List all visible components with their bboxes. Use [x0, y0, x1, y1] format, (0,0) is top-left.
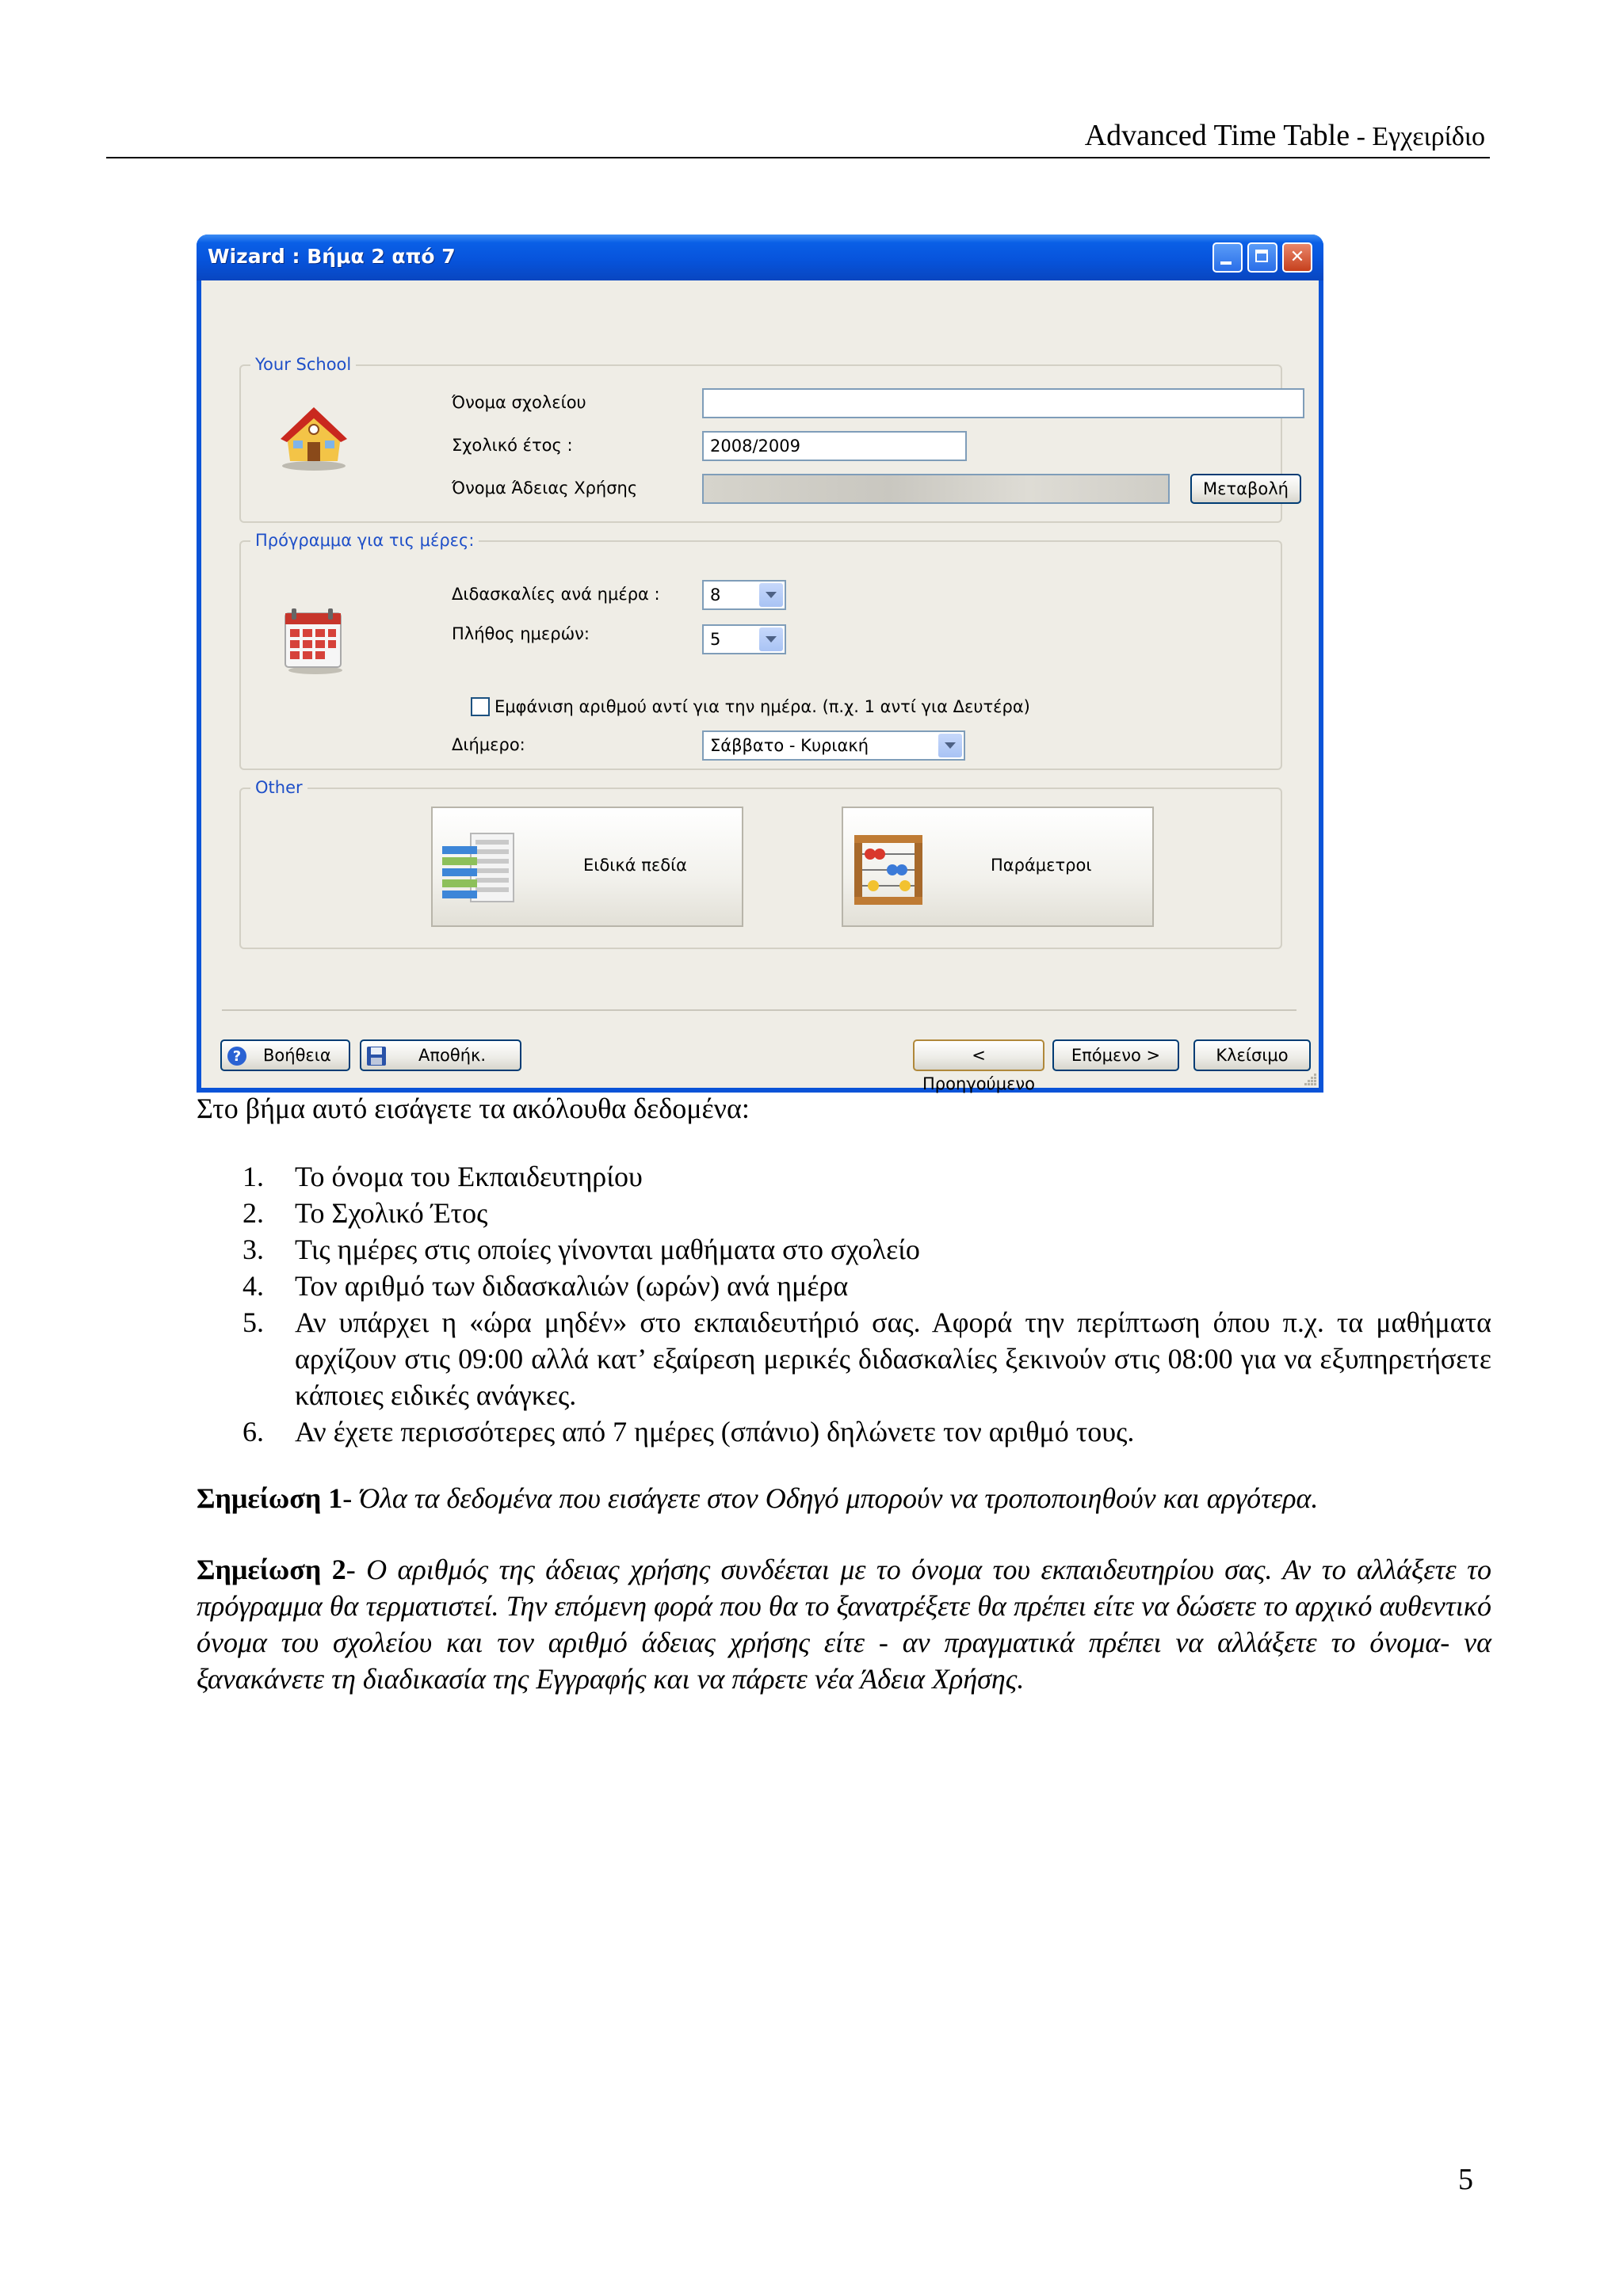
note-1-label: Σημείωση 1	[197, 1482, 343, 1514]
list-item-text: Το Σχολικό Έτος	[295, 1197, 488, 1229]
minimize-button[interactable]	[1212, 242, 1243, 273]
window-title: Wizard : Βήμα 2 από 7	[208, 245, 456, 268]
resize-grip-icon[interactable]	[1301, 1070, 1317, 1086]
document-title: Advanced Time Table - Εγχειρίδιο	[1084, 119, 1485, 152]
close-button[interactable]: Κλείσιμο	[1193, 1039, 1311, 1071]
page-number: 5	[1458, 2163, 1473, 2196]
save-label: Αποθήκ.	[418, 1046, 487, 1065]
maximize-button[interactable]	[1247, 242, 1277, 273]
help-button[interactable]	[220, 1039, 350, 1071]
periods-per-day-value: 8	[710, 585, 721, 605]
show-day-number-checkbox[interactable]	[471, 697, 490, 716]
number-of-days-value: 5	[710, 630, 721, 649]
help-label: Βοήθεια	[263, 1046, 331, 1065]
weekend-value: Σάββατο - Κυριακή	[710, 736, 869, 755]
note-2-text: - Ο αριθμός της άδειας χρήσης συνδέεται με το όνομα του εκπαιδευτηρίου σας. Αν το αλλάξετε το πρόγραμμα θα τερματιστεί. Την επόμενη φορά που θα το ξανατρέξετε θα πρέπει είτε να δώσετε το αρχικό αυθεντικό όνομα του σχολείου και τον αριθμό άδειας χρήσης είτε - αν πραγματικά πρέπει να αλλάξετε το όνομα- να ξανακάνετε τη διαδικασία της Εγγραφής και να πάρετε νέα Άδεια Χρήσης.	[197, 1554, 1491, 1695]
special-fields-button[interactable]	[431, 807, 743, 927]
window-titlebar[interactable]	[197, 235, 1323, 280]
previous-button[interactable]: < Προηγούμενο	[913, 1039, 1044, 1071]
list-item-text: Αν έχετε περισσότερες από 7 ημέρες (σπάνιο) δηλώνετε τον αριθμό τους.	[295, 1416, 1135, 1447]
chevron-down-icon	[759, 627, 783, 651]
list-item	[197, 1304, 1491, 1413]
chevron-down-icon	[938, 734, 962, 757]
close-icon: ✕	[1289, 247, 1305, 267]
calendar-icon	[281, 605, 346, 675]
other-group	[239, 778, 1282, 949]
number-of-days-label: Πλήθος ημερών:	[452, 624, 590, 643]
help-icon	[227, 1046, 247, 1066]
periods-per-day-label: Διδασκαλίες ανά ημέρα :	[452, 585, 660, 604]
document-title-suffix: - Εγχειρίδιο	[1350, 122, 1485, 151]
list-item-number: 6.	[242, 1416, 264, 1447]
list-item	[197, 1413, 1491, 1450]
your-school-legend: Your School	[250, 353, 356, 376]
your-school-group	[239, 355, 1289, 523]
abacus-icon	[850, 830, 932, 910]
save-button[interactable]	[360, 1039, 521, 1071]
number-of-days-select[interactable]	[702, 624, 786, 654]
show-day-number-label: Εμφάνιση αριθμού αντί για την ημέρα. (π.χ. 1 αντί για Δευτέρα)	[495, 697, 1030, 716]
license-name-label: Όνομα Άδειας Χρήσης	[452, 479, 638, 498]
close-window-button[interactable]	[1282, 242, 1312, 273]
fields-table-icon	[439, 832, 518, 910]
intro-paragraph: Στο βήμα αυτό εισάγετε τα ακόλουθα δεδομένα:	[197, 1093, 750, 1124]
list-item-text: Αν υπάρχει η «ώρα μηδέν» στο εκπαιδευτήριό σας. Αφορά την περίπτωση όπου π.χ. τα μαθήματα αρχίζουν στις 09:00 αλλά κατ’ εξαίρεση μερικές διδασκαλίες ξεκινούν στις 08:00 για να εξυπηρετήσετε κάποιες ειδικές ανάγκες.	[295, 1306, 1491, 1411]
next-button[interactable]: Επόμενο >	[1052, 1039, 1179, 1071]
school-house-icon	[276, 401, 352, 472]
schedule-group	[239, 531, 1282, 770]
note-2-label: Σημείωση 2	[197, 1554, 346, 1585]
list-item-number: 1.	[242, 1161, 264, 1192]
weekend-select[interactable]	[702, 730, 965, 761]
special-fields-label: Ειδικά πεδία	[583, 856, 688, 875]
page-header	[106, 117, 1490, 158]
license-name-field	[702, 474, 1170, 504]
list-item-number: 3.	[242, 1234, 264, 1265]
note-1-text: - Όλα τα δεδομένα που εισάγετε στον Οδηγό μπορούν να τροποποιηθούν και αργότερα.	[342, 1482, 1319, 1514]
schedule-legend: Πρόγραμμα για τις μέρες:	[250, 529, 479, 551]
list-item-text: Τις ημέρες στις οποίες γίνονται μαθήματα στο σχολείο	[295, 1234, 920, 1265]
school-year-input[interactable]: 2008/2009	[702, 431, 967, 461]
list-item-text: Το όνομα του Εκπαιδευτηρίου	[295, 1161, 643, 1192]
weekend-label: Διήμερο:	[452, 735, 525, 754]
list-item	[197, 1195, 1491, 1231]
list-item-number: 2.	[242, 1197, 264, 1229]
note-2	[197, 1551, 1491, 1697]
school-name-input[interactable]	[702, 388, 1304, 418]
list-item	[197, 1158, 1491, 1195]
chevron-down-icon	[759, 583, 783, 607]
data-list	[197, 1158, 1491, 1450]
save-disk-icon	[366, 1046, 387, 1066]
wizard-window	[197, 235, 1323, 1093]
periods-per-day-select[interactable]	[702, 580, 786, 610]
list-item	[197, 1231, 1491, 1268]
list-item-number: 5.	[242, 1306, 264, 1338]
list-item-number: 4.	[242, 1270, 264, 1302]
parameters-label: Παράμετροι	[991, 856, 1092, 875]
school-name-label: Όνομα σχολείου	[452, 393, 586, 412]
window-client-area	[201, 280, 1319, 1093]
list-item-text: Τον αριθμό των διδασκαλιών (ωρών) ανά ημέρα	[295, 1270, 849, 1302]
parameters-button[interactable]	[842, 807, 1154, 927]
list-item	[197, 1268, 1491, 1304]
svg-text:?: ?	[232, 1048, 242, 1065]
school-year-label: Σχολικό έτος :	[452, 436, 573, 455]
other-legend: Other	[250, 776, 307, 799]
note-1	[197, 1480, 1491, 1516]
footer-separator	[222, 1009, 1296, 1011]
change-license-button[interactable]: Μεταβολή	[1190, 474, 1301, 504]
